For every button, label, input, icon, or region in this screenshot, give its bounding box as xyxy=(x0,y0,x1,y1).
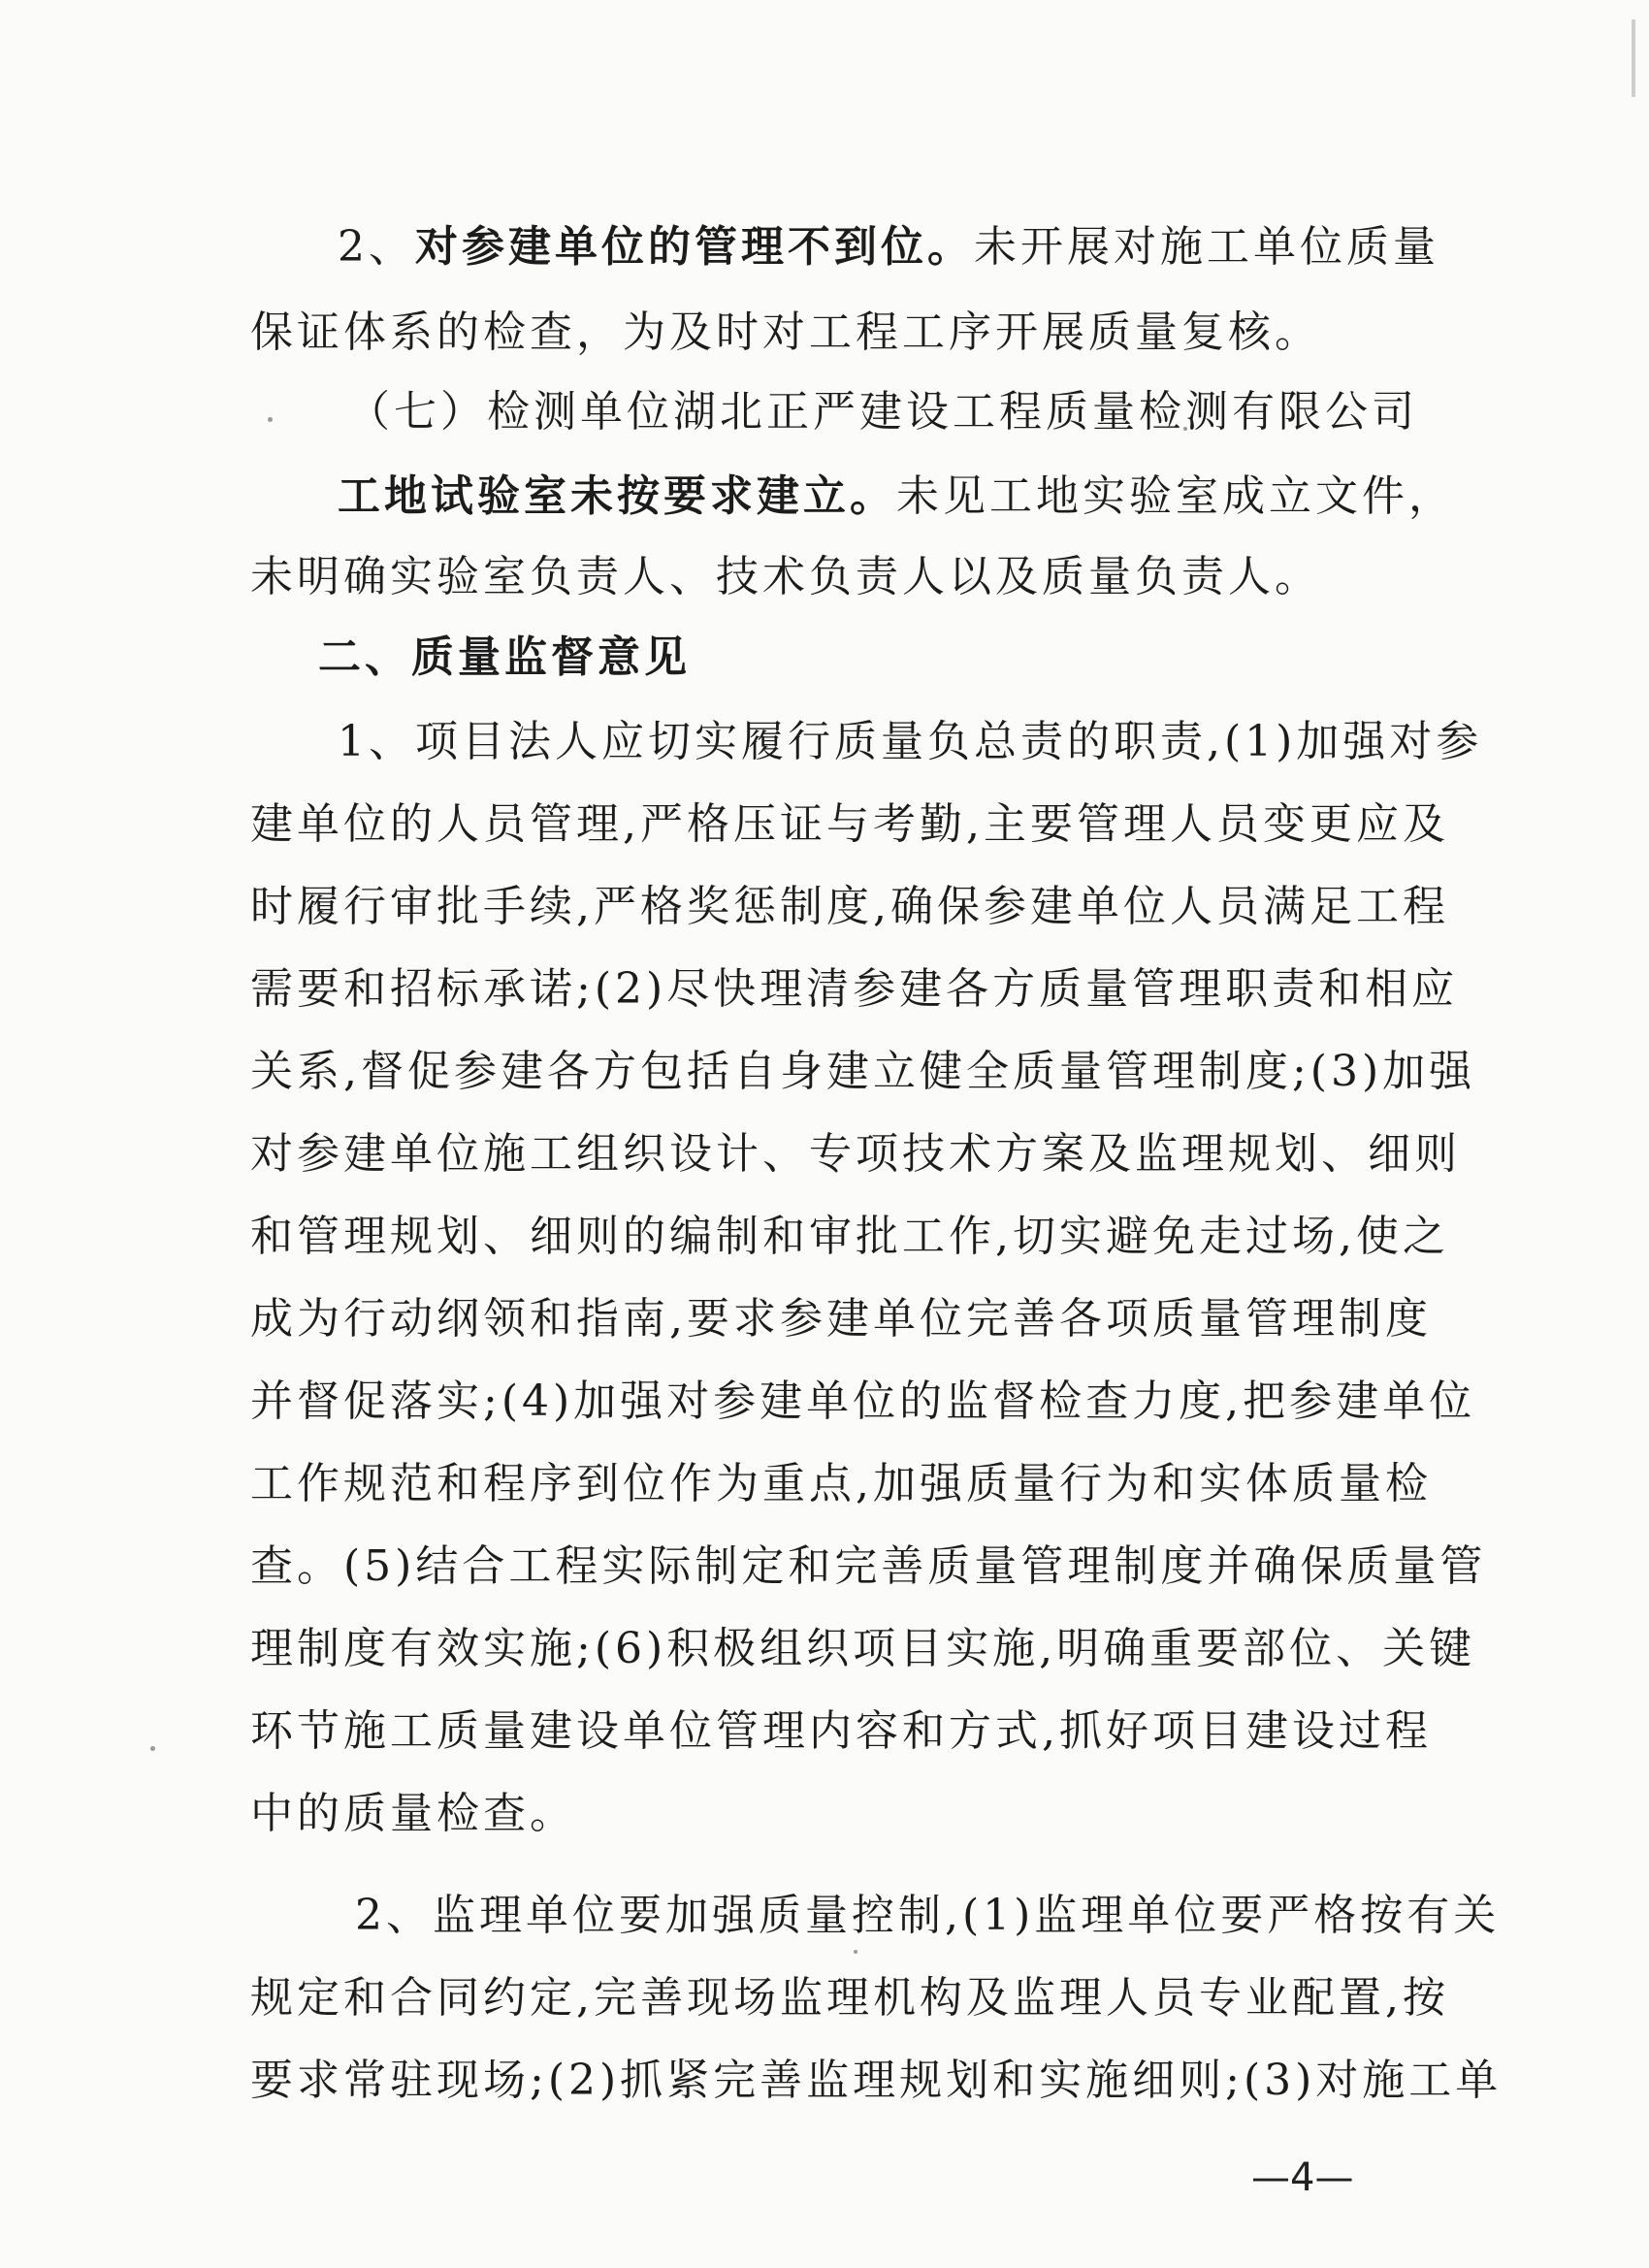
text-run: 和管理规划、细则的编制和审批工作,切实避免走过场,使之 xyxy=(250,1212,1449,1261)
text-run: 需要和招标承诺;(2)尽快理清参建各方质量管理职责和相应 xyxy=(250,964,1459,1014)
text-line xyxy=(250,878,1449,936)
text-run: 2、监理单位要加强质量控制,(1)监理单位要严格按有关 xyxy=(355,1891,1501,1940)
bold-text-run: 二、质量监督意见 xyxy=(318,632,691,682)
text-line xyxy=(250,1969,1449,2027)
text-run: 查。(5)结合工程实际制定和完善质量管理制度并确保质量管 xyxy=(250,1541,1487,1591)
scan-edge-mark xyxy=(1632,19,1635,97)
text-line xyxy=(318,629,1366,687)
text-run: 建单位的人员管理,严格压证与考勤,主要管理人员变更应及 xyxy=(250,799,1449,849)
text-run: 要求常驻现场;(2)抓紧完善监理规划和实施细则;(3)对施工单 xyxy=(250,2056,1503,2105)
text-line xyxy=(250,1208,1449,1266)
scan-speck xyxy=(854,1950,857,1954)
text-run: 对参建单位施工组织设计、专项技术方案及监理规划、细则 xyxy=(250,1129,1461,1179)
text-line xyxy=(347,383,1418,441)
text-line xyxy=(355,1887,1501,1945)
text-run: 时履行审批手续,严格奖惩制度,确保参建单位人员满足工程 xyxy=(250,882,1449,931)
text-run: 环节施工质量建设单位管理内容和方式,抓好项目建设过程 xyxy=(250,1706,1432,1756)
page-number: —4— xyxy=(1251,2155,1354,2200)
text-run: 中的质量检查。 xyxy=(250,1789,576,1838)
text-line xyxy=(250,1620,1476,1678)
text-line xyxy=(250,1785,1366,1843)
text-line xyxy=(338,468,1455,526)
text-run: 成为行动纲领和指南,要求参建单位完善各项质量管理制度 xyxy=(250,1294,1432,1344)
text-line xyxy=(250,960,1459,1019)
text-run: 关系,督促参建各方包括自身建立健全质量管理制度;(3)加强 xyxy=(250,1047,1476,1096)
text-run: 2、 xyxy=(338,222,415,272)
text-line xyxy=(338,713,1483,771)
bold-text-run: 对参建单位的管理不到位。 xyxy=(415,222,974,272)
text-line xyxy=(338,218,1439,276)
text-line xyxy=(250,1373,1476,1431)
scan-speck xyxy=(150,1746,155,1751)
text-run: 工作规范和程序到位作为重点,加强质量行为和实体质量检 xyxy=(250,1459,1432,1508)
text-line xyxy=(250,1702,1432,1761)
text-run: 未见工地实验室成立文件， xyxy=(896,471,1455,521)
text-line xyxy=(250,1043,1476,1101)
text-run: 未开展对施工单位质量 xyxy=(974,222,1439,272)
text-run: 规定和合同约定,完善现场监理机构及监理人员专业配置,按 xyxy=(250,1973,1449,2023)
text-line xyxy=(250,1125,1461,1183)
text-line xyxy=(250,795,1449,854)
text-run: 保证体系的检查，为及时对工程工序开展质量复核。 xyxy=(250,308,1321,357)
bold-text-run: 工地试验室未按要求建立。 xyxy=(338,471,896,521)
text-run: 未明确实验室负责人、技术负责人以及质量负责人。 xyxy=(250,552,1321,601)
text-line xyxy=(250,548,1366,606)
scan-speck xyxy=(268,417,273,422)
text-run: （七）检测单位湖北正严建设工程质量检测有限公司 xyxy=(347,387,1418,437)
text-line xyxy=(250,1538,1487,1596)
text-run: 并督促落实;(4)加强对参建单位的监督检查力度,把参建单位 xyxy=(250,1377,1476,1426)
text-run: 1、项目法人应切实履行质量负总责的职责,(1)加强对参 xyxy=(338,717,1483,766)
text-run: 理制度有效实施;(6)积极组织项目实施,明确重要部位、关键 xyxy=(250,1624,1476,1673)
text-line xyxy=(250,2052,1503,2110)
text-line xyxy=(250,1290,1432,1348)
text-line xyxy=(250,1455,1432,1513)
text-line xyxy=(250,304,1366,362)
